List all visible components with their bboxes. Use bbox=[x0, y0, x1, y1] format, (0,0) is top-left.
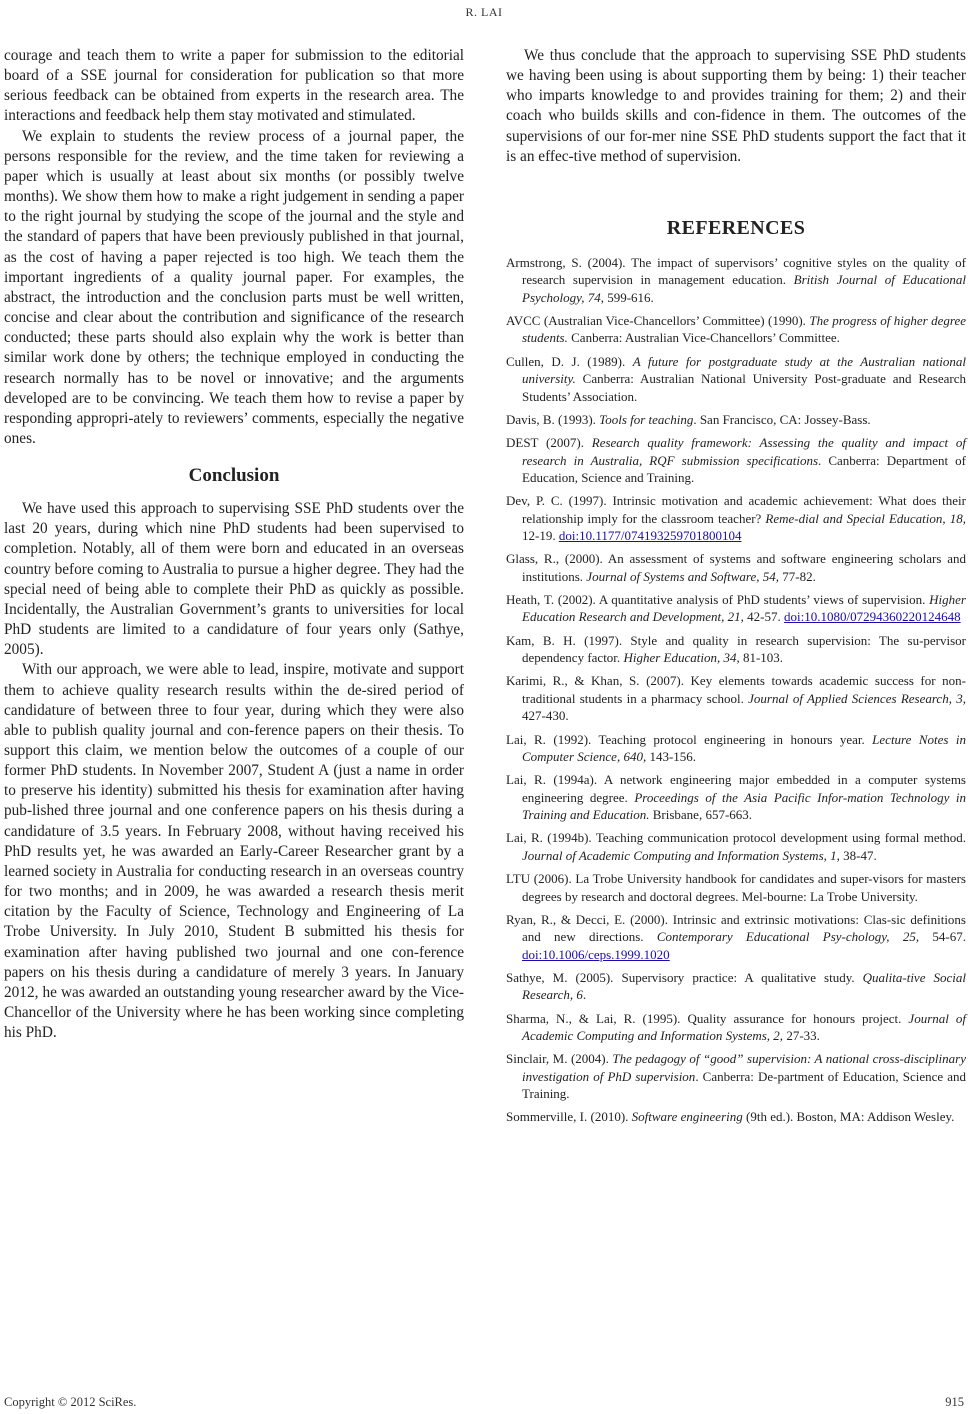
reference-entry bbox=[506, 731, 966, 766]
reference-text: 38-47. bbox=[839, 847, 877, 863]
reference-source-italic: Proceedings of the Asia Pacific Infor-mation Technology in Training and Education. bbox=[522, 789, 966, 823]
reference-entry bbox=[506, 771, 966, 823]
reference-text: Glass, R., (2000). An assessment of systems and software engineering scholars and institutions. bbox=[506, 551, 966, 584]
references-heading: REFERENCES bbox=[666, 216, 806, 239]
reference-text: Brisbane, 657-663. bbox=[649, 807, 753, 823]
reference-entry bbox=[506, 591, 966, 626]
reference-source-italic: The pedagogy of “good” supervision: A national cross-disciplinary investigation of PhD supervision bbox=[522, 1051, 966, 1084]
right-column bbox=[506, 46, 966, 1132]
reference-text: Cullen, D. J. (1989). bbox=[506, 353, 633, 369]
reference-entry bbox=[506, 312, 966, 347]
reference-text: 427-430. bbox=[522, 708, 569, 724]
reference-text: 81-103. bbox=[739, 650, 784, 666]
reference-entry bbox=[506, 1050, 966, 1102]
reference-source-italic: Journal of Academic Computing and Information Systems, 2, bbox=[522, 1010, 966, 1044]
reference-entry bbox=[506, 1108, 966, 1125]
body-paragraph: courage and teach them to write a paper for submission to the editorial board of a SSE journal for consideration for publication so that more serious feedback can be obtained from experts in the research area. The interactions and feedback help them stay motivated and stimulated. bbox=[4, 47, 464, 125]
reference-text: Armstrong, S. (2004). The impact of supervisors’ cognitive styles on the quality of research supervision in management education. bbox=[506, 254, 966, 288]
reference-text: 42-57. bbox=[743, 609, 784, 625]
reference-entry bbox=[506, 632, 966, 667]
running-head: R. LAI bbox=[465, 5, 503, 19]
reference-source-italic: Reme-dial and Special Education, 18, bbox=[765, 510, 966, 526]
reference-text: . Canberra: De-partment of Education, Science and Training. bbox=[522, 1068, 967, 1102]
reference-text: Canberra: Australian Vice-Chancellors’ Committee. bbox=[567, 330, 840, 346]
body-paragraph: We have used this approach to supervising SSE PhD students over the last 20 years, during which nine PhD students had been supervised to completion. Notably, all of them were born and educated in an overseas country before coming to Australia to pursue a higher degree. They had the special need of being able to complete their PhD as quickly as possible. Incidentally, the Australian Government’s grants to universities for local PhD students are limited to a candidature of four years only (Sathye, 2005). bbox=[4, 500, 464, 659]
reference-text: Heath, T. (2002). A quantitative analysis of PhD students’ views of supervision. bbox=[506, 592, 930, 608]
reference-source-italic: Contemporary Educational Psy-chology, 25, bbox=[656, 929, 920, 945]
reference-entry bbox=[506, 492, 966, 544]
reference-source-italic: Journal of Academic Computing and Information Systems, 1, bbox=[522, 847, 840, 863]
reference-entry bbox=[506, 254, 966, 306]
reference-text: Sharma, N., & Lai, R. (1995). Quality assurance for honours project. bbox=[506, 1010, 909, 1026]
conclusion-heading: Conclusion bbox=[188, 465, 280, 487]
reference-text: . Canberra: Department of Education, Science and Training. bbox=[522, 452, 966, 485]
reference-text: (9th ed.). Boston, MA: Addison Wesley. bbox=[742, 1109, 955, 1125]
reference-text: Lai, R. (1994b). Teaching communication protocol development using formal method. bbox=[506, 830, 966, 846]
doi-link[interactable]: doi:10.1006/ceps.1999.1020 bbox=[522, 946, 670, 962]
reference-source-italic: Tools for teaching bbox=[599, 411, 694, 427]
reference-source-italic: Higher Education Research and Development, 21, bbox=[522, 592, 966, 625]
reference-entry bbox=[506, 550, 966, 585]
reference-entry bbox=[506, 353, 966, 405]
reference-text: 27-33. bbox=[783, 1028, 820, 1044]
reference-text: Dev, P. C. (1997). Intrinsic motivation and academic achievement: What does their relationship imply for the classroom teacher? bbox=[506, 493, 966, 526]
reference-text: . San Francisco, CA: Jossey-Bass. bbox=[693, 411, 871, 427]
reference-text: Lai, R. (1994a). A network engineering major embedded in a computer systems engineering degree. bbox=[506, 772, 966, 805]
reference-list bbox=[506, 254, 966, 1126]
reference-source-italic: Software engineering bbox=[631, 1109, 743, 1125]
doi-link[interactable]: doi:10.1177/074193259701800104 bbox=[558, 528, 742, 544]
reference-text: 12-19. bbox=[522, 528, 559, 544]
reference-text: Sommerville, I. (2010). bbox=[506, 1109, 632, 1125]
reference-text: Sathye, M. (2005). Supervisory practice: A qualitative study. bbox=[506, 969, 863, 985]
reference-entry bbox=[506, 911, 966, 963]
body-paragraph: With our approach, we were able to lead, inspire, motivate and support them to achieve quality research results within the de-sired period of candidature of between three to four year, during which they were also able to publish quality journal and con-ference papers on their thesis. To support this claim, we mention below the outcomes of a couple of our former PhD students. In November 2007, Student A (just a name in order to preserve his identity) submitted his thesis for examination after having pub-lished three journal and one conference papers on his thesis during a candidature of 3.5 years. In February 2008, without having received his PhD results yet, he was awarded an Early-Career Researcher grant by a learned society in Australia for conducting research in an overseas country for two months; and in 2009, he was awarded a research thesis merit citation by the Faculty of Science, Technology and Engineering of La Trobe University. In July 2010, Student B submitted his thesis for examination after having published two journal and one con-ference papers on his thesis during a candidature of merely 3 years. In January 2012, he was awarded an outstanding young researcher award by the Vice-Chancellor of the University where he has been working since completing his PhD. bbox=[4, 661, 464, 1042]
reference-source-italic: Journal of Applied Sciences Research, 3, bbox=[748, 690, 967, 706]
reference-source-italic: Journal of Systems and Software, 54, bbox=[586, 568, 779, 584]
body-paragraph: We thus conclude that the approach to supervising SSE PhD students we having been using is about supporting them by being: 1) their teacher who imparts knowledge to and provides training for them; 2) and their coach who builds skills and con-fidence in them. The outcomes of the supervisions of our for-mer nine SSE PhD students support the fact that it is an effec-tive method of supervision. bbox=[506, 47, 966, 165]
reference-text: Karimi, R., & Khan, S. (2007). Key elements towards academic success for non-traditional students in a pharmacy school. bbox=[506, 673, 966, 706]
reference-entry bbox=[506, 829, 966, 864]
reference-text: DEST (2007). bbox=[506, 435, 592, 451]
reference-source-italic: Research quality framework: Assessing the quality and impact of research in Australia, RQF submission specifications bbox=[522, 435, 966, 468]
reference-entry bbox=[506, 870, 966, 905]
reference-source-italic: Lecture Notes in Computer Science, 640, bbox=[522, 731, 967, 764]
reference-text: . bbox=[582, 987, 587, 1003]
reference-text: Canberra: Australian National University Post-graduate and Research Students’ Association. bbox=[522, 371, 966, 404]
doi-link[interactable]: doi:10.1080/07294360220124648 bbox=[784, 609, 961, 625]
reference-source-italic: Qualita-tive Social Research, 6 bbox=[522, 969, 967, 1003]
reference-text: Lai, R. (1992). Teaching protocol engineering in honours year. bbox=[506, 731, 873, 747]
reference-text: 54-67. bbox=[919, 929, 966, 945]
reference-source-italic: British Journal of Educational Psychology, 74, bbox=[522, 272, 966, 305]
reference-text: Ryan, R., & Decci, E. (2000). Intrinsic and extrinsic motivations: Clas-sic definitions and new directions. bbox=[506, 911, 966, 945]
left-column bbox=[4, 46, 464, 1043]
reference-source-italic: Higher Education, 34, bbox=[623, 650, 740, 666]
reference-entry bbox=[506, 672, 966, 724]
reference-text: 599-616. bbox=[603, 289, 654, 305]
reference-text: 143-156. bbox=[646, 749, 697, 764]
reference-entry bbox=[506, 411, 966, 428]
reference-text: AVCC (Australian Vice-Chancellors’ Committee) (1990). bbox=[506, 313, 810, 329]
reference-text: 77-82. bbox=[779, 568, 816, 584]
reference-text: LTU (2006). La Trobe University handbook for candidates and super-visors for masters degrees by research and doctoral degrees. Mel-bourne: La Trobe University. bbox=[506, 871, 966, 904]
reference-source-italic: A future for postgraduate study at the Australian national university. bbox=[522, 353, 966, 387]
body-paragraph: We explain to students the review process of a journal paper, the persons responsible for the review, and the time taken for reviewing a paper which is usually at least about six months (or possibly twelve months). We show them how to make a right judgement in sending a paper to the right journal by studying the scope of the journal and the style and the standard of papers that have been previously published in that journal, as the cost of having a paper rejected is too high. We teach them the important ingredients of a quality journal paper. For examples, the abstract, the introduction and the conclusion parts must be well written, concise and clear about the contribution and significance of the research conducted; these parts should also explain why the work is better than similar work done by others; the technique employed in conducting the research normally has to be novel or innovative; and the arguments developed are to be convincing. We teach them how to revise a paper by responding appropri-ately to reviewers’ comments, especially the negative ones. bbox=[4, 127, 464, 447]
reference-entry bbox=[506, 969, 966, 1004]
copyright-notice: Copyright © 2012 SciRes. bbox=[4, 1395, 137, 1409]
reference-text: Sinclair, M. (2004). bbox=[506, 1051, 613, 1067]
reference-text: Kam, B. H. (1997). Style and quality in research supervision: The su-pervisor dependency factor. bbox=[506, 632, 966, 666]
reference-entry bbox=[506, 1010, 966, 1045]
reference-source-italic: The progress of higher degree students. bbox=[522, 313, 966, 346]
reference-entry bbox=[506, 434, 966, 486]
reference-text: Davis, B. (1993). bbox=[506, 411, 600, 427]
page-number: 915 bbox=[945, 1395, 964, 1409]
